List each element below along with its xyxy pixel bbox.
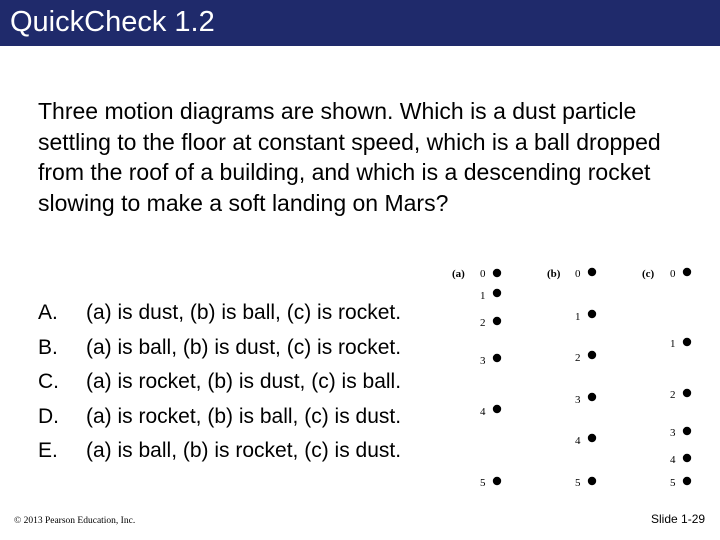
motion-diagram-c [642,268,691,489]
answer-letter: E. [38,439,58,462]
answer-option-b[interactable] [38,331,401,366]
answer-text: (a) is rocket, (b) is ball, (c) is dust. [86,404,402,428]
position-dot [683,268,691,276]
frame-number: 1 [670,338,676,350]
answer-option-c[interactable] [38,365,401,400]
diagram-label: (a) [452,268,465,280]
frame-number: 2 [670,389,676,401]
answer-letter: D. [38,404,59,428]
position-dot [493,477,501,485]
answer-text: (a) is dust, (b) is ball, (c) is rocket. [86,301,402,324]
answer-letter: B. [38,335,58,359]
frame-number: 0 [670,268,676,280]
frame-number: 5 [480,477,486,489]
frame-number: 2 [480,317,486,329]
position-dot [493,317,501,325]
answer-letter: C. [38,370,59,393]
slide-number: Slide 1-29 [651,512,706,526]
position-dot [493,405,501,413]
position-dot [493,269,501,277]
frame-number: 3 [575,394,581,406]
answer-letter: A. [38,301,58,324]
slide-title: QuickCheck 1.2 [10,6,215,38]
position-dot [683,427,691,435]
frame-number: 1 [575,311,581,323]
motion-diagram-b [547,268,596,489]
motion-diagram-a [452,268,501,489]
frame-number: 3 [670,427,676,439]
position-dot [588,393,596,401]
position-dot [493,289,501,297]
diagram-label: (b) [547,268,561,280]
frame-number: 4 [575,435,581,447]
position-dot [683,338,691,346]
position-dot [588,434,596,442]
frame-number: 5 [575,477,581,489]
position-dot [588,477,596,485]
answer-text: (a) is rocket, (b) is dust, (c) is ball. [86,370,402,393]
frame-number: 4 [480,406,486,418]
frame-number: 0 [480,268,486,280]
frame-number: 5 [670,477,676,489]
question-text: Three motion diagrams are shown. Which is a dust particle settling to the floor at constant speed, which is a ball dropped from the roof of a building, and which is a descending rocket slowing to make a soft landing on Mars? [38,98,661,216]
frame-number: 1 [480,290,486,302]
answer-list [38,296,401,469]
motion-diagrams-figure [440,255,720,500]
answer-option-a[interactable] [38,296,401,331]
title-bar [0,0,720,46]
frame-number: 0 [575,268,581,280]
position-dot [683,477,691,485]
position-dot [683,454,691,462]
answer-option-d[interactable] [38,400,401,435]
answer-text: (a) is ball, (b) is rocket, (c) is dust. [86,439,402,462]
frame-number: 2 [575,352,581,364]
answer-text: (a) is ball, (b) is dust, (c) is rocket. [86,335,402,359]
position-dot [683,389,691,397]
frame-number: 4 [670,454,676,466]
diagram-label: (c) [642,268,655,280]
position-dot [588,268,596,276]
answer-option-e[interactable] [38,434,401,469]
position-dot [493,354,501,362]
copyright-notice: © 2013 Pearson Education, Inc. [14,516,136,526]
frame-number: 3 [480,355,486,367]
position-dot [588,351,596,359]
position-dot [588,310,596,318]
